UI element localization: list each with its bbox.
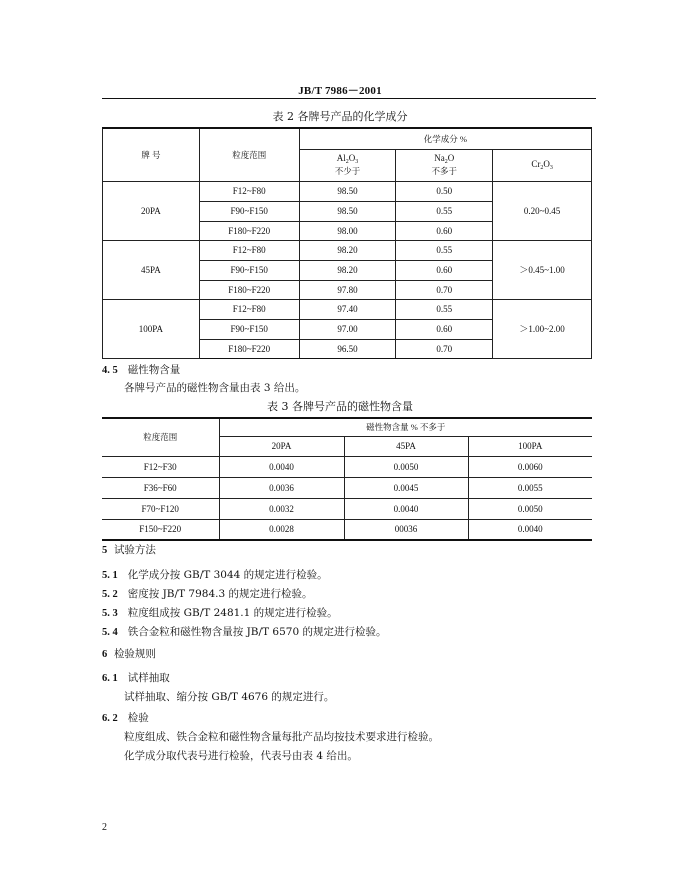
al2o3-cell: 98.00 (299, 221, 396, 240)
value-cell: 0.0060 (468, 456, 592, 477)
table-row (102, 456, 592, 477)
table2-caption: 表 2 各牌号产品的化学成分 (272, 110, 408, 123)
na2o-cell: 0.55 (396, 201, 493, 221)
range-cell: F12~F80 (199, 181, 299, 201)
header-45pa: 45PA (344, 436, 468, 456)
section-5-heading: 5 试验方法 (102, 544, 156, 556)
al2o3-cell: 98.50 (299, 201, 396, 221)
value-cell: 0.0036 (219, 477, 344, 498)
chemical-composition-table (102, 127, 592, 359)
range-cell: F150~F220 (102, 519, 219, 540)
table-row (102, 519, 592, 540)
header-cr2o3: $Cr_2O_3$ (493, 149, 592, 181)
value-cell: 00036 (344, 519, 468, 540)
value-cell: 0.0050 (344, 456, 468, 477)
header-brand: 牌 号 (103, 128, 200, 181)
al2o3-cell: 98.50 (299, 181, 396, 201)
na2o-cell: 0.55 (396, 240, 493, 260)
section-6-2-body-1: 粒度组成、铁合金粒和磁性物含量每批产品均按技术要求进行检验。 (124, 731, 439, 743)
range-cell: F36~F60 (102, 477, 219, 498)
header-rule (102, 98, 596, 99)
section-6-2-body-2: 化学成分取代表号进行检验，代表号由表 4 给出。 (124, 750, 358, 762)
section-4-5-heading: 4. 5 磁性物含量 (102, 364, 181, 376)
value-cell: 0.0050 (468, 498, 592, 519)
al2o3-cell: 97.80 (299, 280, 396, 299)
na2o-cell: 0.70 (396, 339, 493, 358)
na2o-cell: 0.50 (396, 181, 493, 201)
range-cell: F12~F80 (199, 299, 299, 319)
range-cell: F12~F30 (102, 456, 219, 477)
table-row (102, 498, 592, 519)
brand-cell: 45PA (103, 240, 200, 299)
section-6-1-heading: 6. 1 试样抽取 (102, 672, 170, 684)
section-5-1: 5. 1 化学成分按 GB/T 3044 的规定进行检验。 (102, 569, 328, 581)
cr2o3-cell: ＞0.45~1.00 (493, 240, 592, 299)
al2o3-cell: 98.20 (299, 260, 396, 280)
al2o3-cell: 98.20 (299, 240, 396, 260)
range-cell: F90~F150 (199, 260, 299, 280)
magnetic-content-table (102, 417, 592, 541)
table-row (103, 240, 592, 260)
cr2o3-cell: ＞1.00~2.00 (493, 299, 592, 358)
page-header: JB/T 7986－2001 (298, 85, 382, 97)
na2o-cell: 0.60 (396, 260, 493, 280)
header-100pa: 100PA (468, 436, 592, 456)
header-grain-range: 粒度范围 (102, 418, 219, 456)
page-number: 2 (102, 822, 107, 833)
value-cell: 0.0040 (344, 498, 468, 519)
al2o3-cell: 96.50 (299, 339, 396, 358)
range-cell: F90~F150 (199, 319, 299, 339)
value-cell: 0.0040 (468, 519, 592, 540)
section-6-heading: 6 检验规则 (102, 648, 156, 660)
header-al2o3: $Al_2O_3$ 不少于 (299, 149, 396, 181)
value-cell: 0.0028 (219, 519, 344, 540)
brand-cell: 20PA (103, 181, 200, 240)
header-20pa: 20PA (219, 436, 344, 456)
section-6-2-heading: 6. 2 检验 (102, 712, 149, 724)
table-row (102, 477, 592, 498)
value-cell: 0.0040 (219, 456, 344, 477)
section-5-2: 5. 2 密度按 JB/T 7984.3 的规定进行检验。 (102, 588, 313, 600)
range-cell: F180~F220 (199, 221, 299, 240)
value-cell: 0.0045 (344, 477, 468, 498)
al2o3-cell: 97.00 (299, 319, 396, 339)
value-cell: 0.0055 (468, 477, 592, 498)
na2o-cell: 0.55 (396, 299, 493, 319)
header-chemical-composition: 化学成分 % (299, 128, 591, 149)
header-grain-range: 粒度范围 (199, 128, 299, 181)
na2o-cell: 0.60 (396, 319, 493, 339)
table-row (103, 299, 592, 319)
al2o3-cell: 97.40 (299, 299, 396, 319)
table3-caption: 表 3 各牌号产品的磁性物含量 (267, 400, 413, 413)
cr2o3-cell: 0.20~0.45 (493, 181, 592, 240)
range-cell: F180~F220 (199, 280, 299, 299)
header-na2o: $Na_2O$ 不多于 (396, 149, 493, 181)
range-cell: F70~F120 (102, 498, 219, 519)
section-4-5-body: 各牌号产品的磁性物含量由表 3 给出。 (124, 382, 306, 394)
header-magnetic-content: 磁性物含量 % 不多于 (219, 418, 592, 436)
section-6-1-body: 试样抽取、缩分按 GB/T 4676 的规定进行。 (124, 691, 335, 703)
value-cell: 0.0032 (219, 498, 344, 519)
section-5-4: 5. 4 铁合金粒和磁性物含量按 JB/T 6570 的规定进行检验。 (102, 626, 387, 638)
range-cell: F90~F150 (199, 201, 299, 221)
range-cell: F12~F80 (199, 240, 299, 260)
na2o-cell: 0.60 (396, 221, 493, 240)
na2o-cell: 0.70 (396, 280, 493, 299)
range-cell: F180~F220 (199, 339, 299, 358)
section-5-3: 5. 3 粒度组成按 GB/T 2481.1 的规定进行检验。 (102, 607, 338, 619)
brand-cell: 100PA (103, 299, 200, 358)
table-row (103, 181, 592, 201)
